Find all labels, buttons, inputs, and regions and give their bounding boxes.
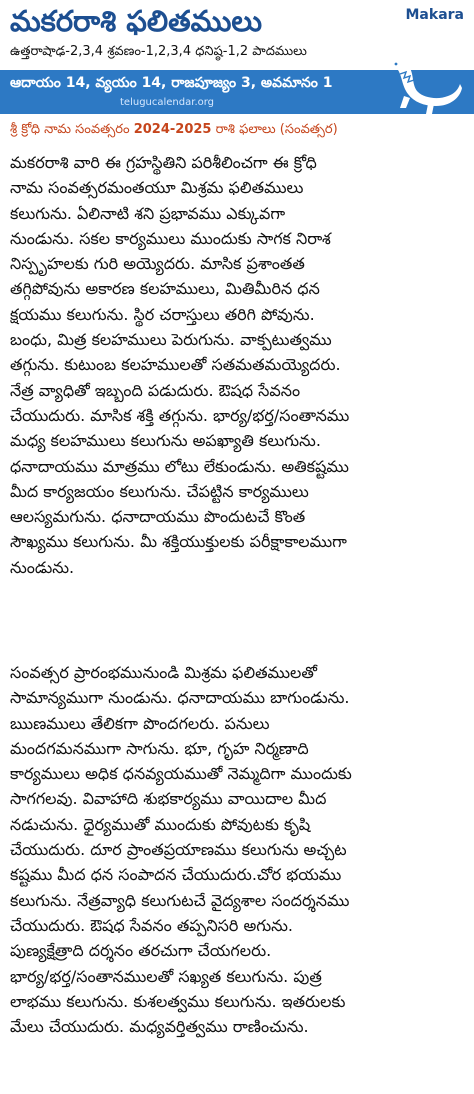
paragraph-line: నుండును. సకల కార్యములు ముందుకు సాగక నిరాశ: [10, 228, 331, 248]
paragraph-line: కష్టము మీద ధన సంపాదన చేయుదురు.చోర భయము: [10, 865, 342, 885]
paragraph-line: చేయుదురు. ఔషధ సేవనం తప్పనిసరి అగును.: [10, 915, 293, 935]
paragraph-line: నామ సంవత్సరమంతయూ మిశ్రమ ఫలితములు: [10, 178, 304, 198]
paragraph-line: నుండును.: [10, 557, 75, 577]
ratings-text: ఆదాయం 14, వ్యయం 14, రాజపూజ్యం 3, అవమానం 1: [10, 75, 333, 91]
paragraph-line: భార్య/భర్త/సంతానములతో సఖ్యత కలుగును. పుత్ర: [10, 966, 322, 986]
year-heading: [10, 121, 338, 139]
paragraph-line: మీద కార్యజయం కలుగును. చేపట్టిన కార్యములు: [10, 481, 309, 501]
paragraph-line: మకరరాశి వారి ఈ గ్రహస్థితిని పరిశీలించగా ఈ క్రోధి: [10, 153, 317, 172]
paragraph-line: ధనాదాయము మాత్రము లోటు లేకుండును. అతికష్టము: [10, 456, 349, 476]
paragraph-line: నేత్ర వ్యాధితో ఇబ్బంది పడుదురు. ఔషధ సేవనం: [10, 380, 301, 400]
crocodile-icon: [384, 54, 464, 116]
paragraph-line: ఆలస్యమగును. ధనాదాయము పొందుటచే కొంత: [10, 507, 306, 527]
site-watermark: telugucalendar.org: [120, 97, 215, 108]
paragraph-line: తగ్గును. కుటుంబ కలహములతో సతమతమయ్యెదరు.: [10, 355, 341, 375]
paragraph-line: చేయుదురు. మాసిక శక్తి తగ్గును. భార్య/భర్త/సంతానము: [10, 405, 350, 425]
paragraph-line: నడుచును. ధైర్యముతో ముందుకు పోవుటకు కృషి: [10, 814, 311, 834]
nakshatra-line: ఉత్తరాషాఢ-2,3,4 శ్రవణం-1,2,3,4 ధనిష్ఠ-1,2 పాదములు: [10, 44, 307, 59]
paragraph-line: సామాన్యముగా నుండును. ధనాదాయము బాగుండును.: [10, 688, 350, 708]
prediction-paragraph-1: [10, 150, 466, 580]
paragraph-line: సంవత్సర ప్రారంభమునుండి మిశ్రమ ఫలితములతో: [10, 663, 317, 682]
paragraph-line: చేయుదురు. దూర ప్రాంతప్రయాణము కలుగును అచ్చట: [10, 840, 347, 860]
paragraph-line: కార్యములు అధిక ధనవ్యయముతో నెమ్మదిగా ముందుకు: [10, 764, 352, 784]
prediction-paragraph-2: [10, 660, 466, 1039]
paragraph-line: మందగమనముగా సాగును. భూ, గృహ నిర్మణాది: [10, 738, 309, 758]
paragraph-line: తగ్గిపోవును అకారణ కలహములు, మితిమీరిన ధన: [10, 279, 320, 299]
paragraph-line: పుణ్యక్షేత్రాది దర్శనం తరచుగా చేయగలరు.: [10, 941, 272, 961]
year-prefix: శ్రీ క్రోధి నామ సంవత్సరం: [10, 122, 130, 137]
paragraph-line: కలుగును. ఏలినాటి శని ప్రభావము ఎక్కువగా: [10, 203, 286, 223]
paragraph-line: లాభము కలుగును. కుశలత్వము కలుగును. ఇతరులకు: [10, 991, 346, 1011]
paragraph-line: క్షయము కలుగును. స్థిర చరాస్తులు తరిగి పోవును.: [10, 304, 315, 324]
brand-label: Makara: [405, 7, 464, 23]
paragraph-line: బంధు, మిత్ర కలహములు పెరుగును. వాక్పటుత్వము: [10, 330, 332, 350]
page-title: మకరరాశి ఫలితములు: [10, 4, 262, 38]
paragraph-line: సాగగలవు. వివాహాది శుభకార్యము వాయిదాల మీద: [10, 789, 327, 809]
paragraph-line: కలుగును. నేత్రవ్యాధి కలుగుటచే వైద్యశాల సందర్శనము: [10, 890, 350, 910]
paragraph-line: మేలు చేయుదురు. మధ్యవర్తిత్వము రాణించును.: [10, 1017, 309, 1037]
paragraph-line: మధ్య కలహములు కలుగును అపఖ్యాతి కలుగును.: [10, 431, 321, 451]
year-range: 2024-2025: [133, 122, 212, 137]
paragraph-line: నిస్పృహలకు గురి అయ్యెదరు. మాసిక ప్రశాంతత: [10, 254, 305, 274]
paragraph-line: సౌఖ్యము కలుగును. మీ శక్తియుక్తులకు పరీక్షాకాలముగా: [10, 532, 347, 552]
paragraph-line: ఋణములు తేలికగా పొందగలరు. పనులు: [10, 713, 270, 733]
year-suffix: రాశి ఫలాలు (సంవత్సర): [215, 122, 338, 137]
